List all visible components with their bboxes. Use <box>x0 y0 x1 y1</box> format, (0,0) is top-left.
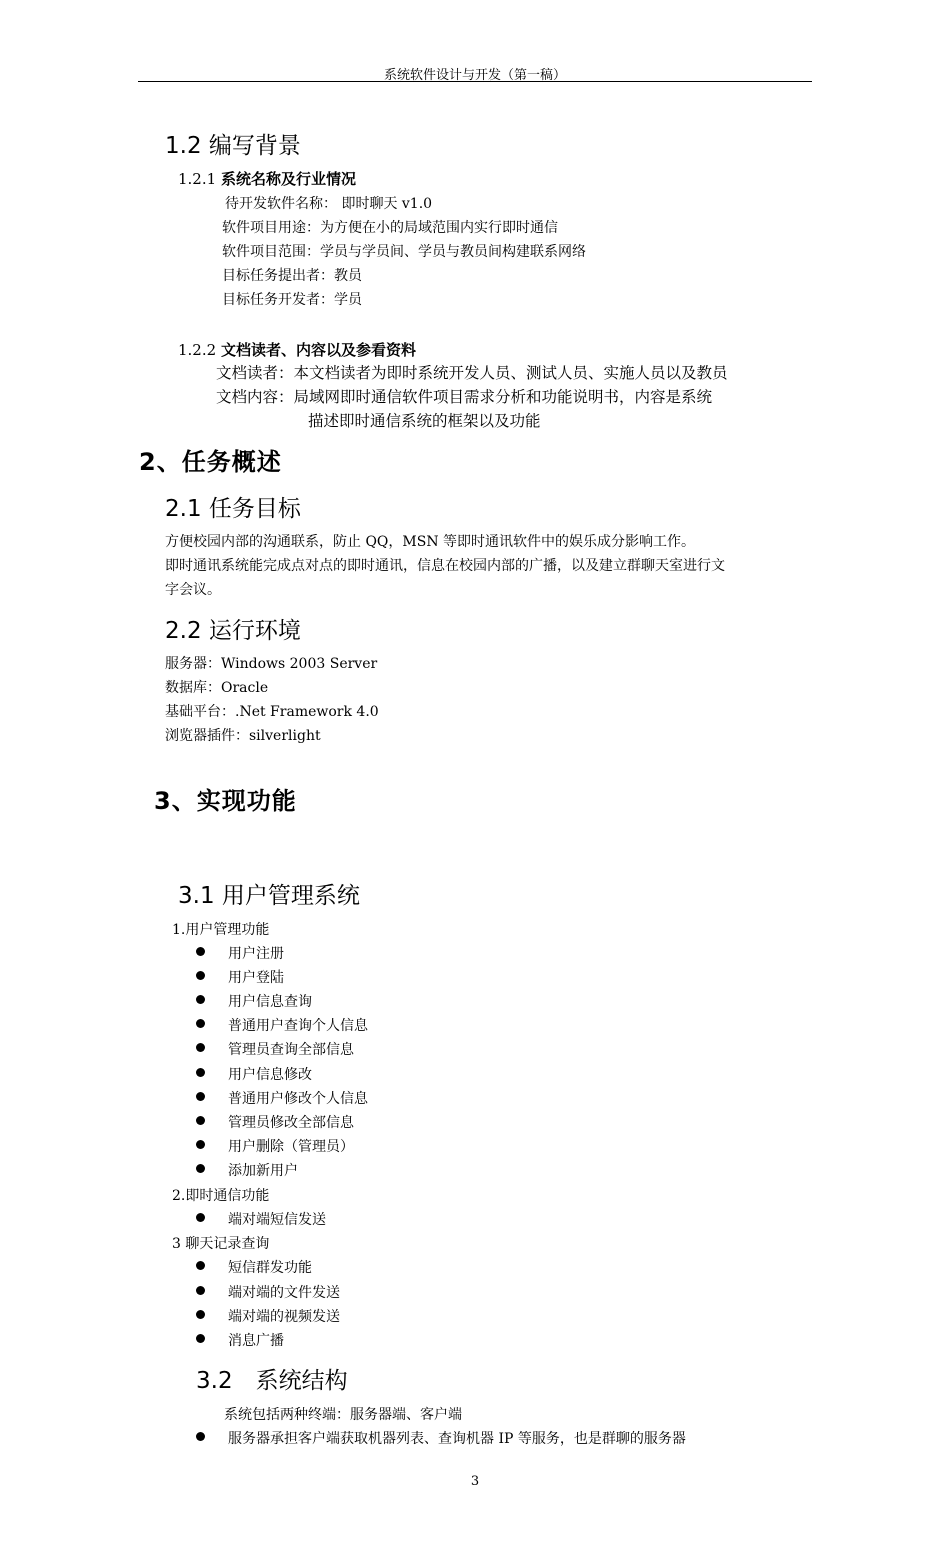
section-heading-2-2: 2.2 运行环境 <box>165 618 301 644</box>
section-heading-3-2: 3.2 系统结构 <box>196 1368 348 1394</box>
bullet-icon <box>196 1164 205 1173</box>
bullet-icon <box>196 1310 205 1319</box>
bullet-icon <box>196 947 205 956</box>
bullet-icon <box>196 1068 205 1077</box>
list-item: 管理员修改全部信息 <box>228 1115 354 1131</box>
list-item: 用户注册 <box>228 946 284 962</box>
text-line: 服务器：Windows 2003 Server <box>165 656 378 672</box>
list-item: 短信群发功能 <box>228 1260 312 1276</box>
text-line: 系统包括两种终端：服务器端、客户端 <box>224 1407 462 1423</box>
bullet-icon <box>196 1334 205 1343</box>
list-item: 端对端短信发送 <box>228 1212 326 1228</box>
subsection-title: 文档读者、内容以及参看资料 <box>220 341 416 359</box>
bullet-icon <box>196 1043 205 1052</box>
text-line: 待开发软件名称： 即时聊天 v1.0 <box>225 196 433 212</box>
section-heading-3-1: 3.1 用户管理系统 <box>178 883 360 909</box>
list-item: 管理员查询全部信息 <box>228 1042 354 1058</box>
text-line: 浏览器插件：silverlight <box>165 728 321 744</box>
text-line: 文档读者：本文档读者为即时系统开发人员、测试人员、实施人员以及教员 <box>216 364 728 382</box>
header-rule <box>138 81 812 82</box>
bullet-icon <box>196 1432 205 1441</box>
subsection-heading-1-2-2 <box>178 339 416 360</box>
bullet-icon <box>196 1140 205 1149</box>
list-item: 用户信息查询 <box>228 994 312 1010</box>
bullet-icon <box>196 971 205 980</box>
text-line: 数据库：Oracle <box>165 680 269 696</box>
paragraph: 字会议。 <box>165 582 221 598</box>
section-heading-1-2: 1.2 编写背景 <box>165 133 301 159</box>
subsection-heading-1-2-1 <box>178 168 356 189</box>
list-item: 普通用户修改个人信息 <box>228 1091 368 1107</box>
subsection-title: 系统名称及行业情况 <box>220 170 356 188</box>
list-item: 添加新用户 <box>228 1163 298 1179</box>
chapter-heading-3: 3、实现功能 <box>154 787 297 815</box>
bullet-icon <box>196 1019 205 1028</box>
text-line: 基础平台：.Net Framework 4.0 <box>165 704 379 720</box>
text-line: 软件项目范围：学员与学员间、学员与教员间构建联系网络 <box>222 244 586 260</box>
subsection-number: 1.2.2 <box>178 341 217 359</box>
list-item: 消息广播 <box>228 1333 284 1349</box>
list-group-title: 2.即时通信功能 <box>172 1188 270 1204</box>
list-item: 普通用户查询个人信息 <box>228 1018 368 1034</box>
list-item: 端对端的视频发送 <box>228 1309 340 1325</box>
list-group-title: 3 聊天记录查询 <box>172 1236 270 1252</box>
text-line: 软件项目用途：为方便在小的局域范围内实行即时通信 <box>222 220 558 236</box>
bullet-icon <box>196 1213 205 1222</box>
section-heading-2-1: 2.1 任务目标 <box>165 496 301 522</box>
list-item: 服务器承担客户端获取机器列表、查询机器 IP 等服务，也是群聊的服务器 <box>228 1431 686 1447</box>
list-item: 用户信息修改 <box>228 1067 312 1083</box>
page-number: 3 <box>470 1474 480 1489</box>
text-line: 描述即时通信系统的框架以及功能 <box>308 412 541 430</box>
bullet-icon <box>196 1286 205 1295</box>
bullet-icon <box>196 1116 205 1125</box>
bullet-icon <box>196 1092 205 1101</box>
page-header-title: 系统软件设计与开发（第一稿） <box>383 68 566 83</box>
bullet-icon <box>196 1261 205 1270</box>
list-item: 用户登陆 <box>228 970 284 986</box>
list-item: 端对端的文件发送 <box>228 1285 340 1301</box>
text-line: 文档内容：局域网即时通信软件项目需求分析和功能说明书，内容是系统 <box>216 388 713 406</box>
text-line: 目标任务开发者：学员 <box>222 292 362 308</box>
list-item: 用户删除（管理员） <box>228 1139 354 1155</box>
subsection-number: 1.2.1 <box>178 170 217 188</box>
list-group-title: 1.用户管理功能 <box>172 922 270 938</box>
chapter-heading-2: 2、任务概述 <box>139 448 282 476</box>
bullet-icon <box>196 995 205 1004</box>
paragraph: 方便校园内部的沟通联系，防止 QQ，MSN 等即时通讯软件中的娱乐成分影响工作。 <box>165 534 696 550</box>
paragraph: 即时通讯系统能完成点对点的即时通讯，信息在校园内部的广播，以及建立群聊天室进行文 <box>165 558 725 574</box>
text-line: 目标任务提出者：教员 <box>222 268 362 284</box>
